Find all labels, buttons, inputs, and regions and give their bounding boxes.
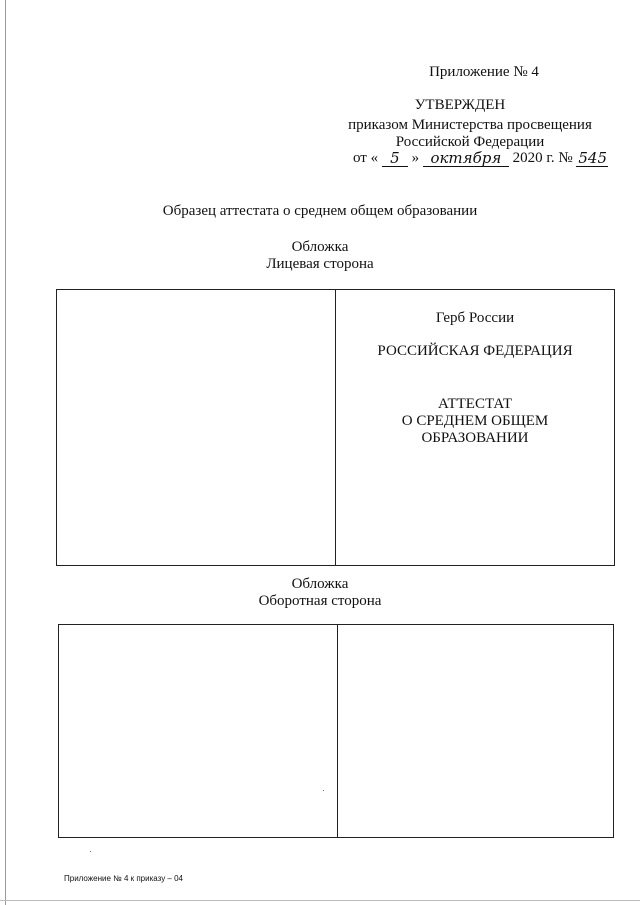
certificate-line-3: ОБРАЗОВАНИИ [421, 430, 529, 446]
cover-front-divider [335, 290, 336, 565]
cover-front-subtitle: Лицевая сторона [266, 256, 374, 272]
handwritten-day: 5 [382, 150, 408, 167]
approved-label: УТВЕРЖДЕН [414, 97, 506, 113]
date-year: 2020 г. № [512, 150, 573, 166]
order-line-1: приказом Министерства просвещения [348, 117, 592, 133]
certificate-line-1: АТТЕСТАТ [437, 396, 513, 412]
page-edge-bottom [0, 900, 640, 901]
cover-back-frame [58, 624, 614, 838]
handwritten-month: октября [423, 150, 509, 167]
order-line-2: Российской Федерации [395, 134, 545, 150]
order-date-line [353, 150, 608, 170]
cover-back-title: Обложка [291, 576, 349, 592]
date-mid: » [411, 150, 420, 166]
certificate-line-2: О СРЕДНЕМ ОБЩЕМ [401, 413, 549, 429]
date-prefix: от « [353, 150, 379, 166]
cover-back-subtitle: Оборотная сторона [258, 593, 382, 609]
coat-of-arms-label: Герб России [435, 310, 515, 326]
handwritten-order-number: 545 [578, 149, 608, 167]
cover-back-divider [337, 625, 338, 837]
scan-speck [90, 851, 91, 852]
appendix-label: Приложение № 4 [429, 64, 539, 80]
cover-front-title: Обложка [291, 239, 349, 255]
footer-note: Приложение № 4 к приказу – 04 [64, 874, 183, 883]
scan-speck [323, 790, 324, 791]
page-edge-left [5, 0, 6, 905]
federation-label: РОССИЙСКАЯ ФЕДЕРАЦИЯ [377, 343, 573, 359]
sample-title: Образец аттестата о среднем общем образовании [162, 203, 478, 219]
